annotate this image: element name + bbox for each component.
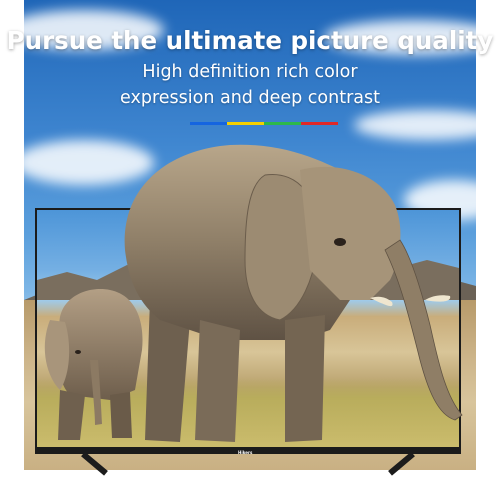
color-strip-red — [301, 122, 338, 125]
tv-brand-logo: Hikers — [238, 450, 253, 455]
color-strip-blue — [190, 122, 227, 125]
tv-bezel — [35, 208, 461, 454]
subline-line-1: High definition rich color — [142, 62, 358, 82]
subline-line-2: expression and deep contrast — [120, 88, 380, 108]
color-strip-yellow — [227, 122, 264, 125]
color-strip — [190, 122, 338, 125]
headline: Pursue the ultimate picture quality — [6, 26, 494, 55]
color-strip-green — [264, 122, 301, 125]
